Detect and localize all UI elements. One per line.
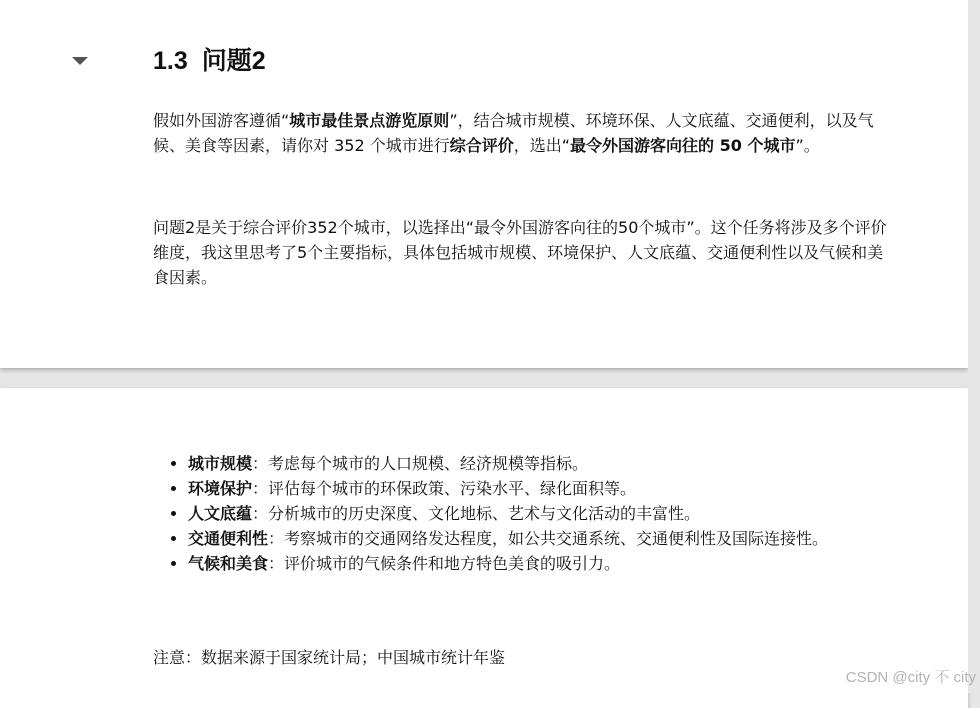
bold-text-run: 综合评价 — [450, 136, 514, 155]
indicator-term: 交通便利性 — [188, 529, 268, 548]
data-source-note: 注意：数据来源于国家统计局；中国城市统计年鉴 — [153, 645, 505, 670]
text-run: ”。 — [795, 136, 819, 155]
problem-statement-paragraph — [153, 108, 888, 158]
list-item — [188, 526, 888, 551]
list-item — [188, 476, 888, 501]
indicator-description: ：考虑每个城市的人口规模、经济规模等指标。 — [252, 454, 588, 473]
indicator-description: ：考察城市的交通网络发达程度，如公共交通系统、交通便利性及国际连接性。 — [268, 529, 828, 548]
text-run: ，选出“ — [514, 136, 570, 155]
indicator-description: ：评价城市的气候条件和地方特色美食的吸引力。 — [268, 554, 620, 573]
indicator-term: 城市规模 — [188, 454, 252, 473]
indicator-term: 气候和美食 — [188, 554, 268, 573]
indicator-list — [170, 451, 888, 576]
section-number: 1.3 — [153, 47, 188, 75]
section-heading — [153, 44, 266, 78]
analysis-paragraph: 问题2是关于综合评价352个城市，以选择出“最令外国游客向往的50个城市”。这个任务将涉及多个评价维度，我这里思考了5个主要指标，具体包括城市规模、环境保护、人文底蕴、交通便利性以及气候和美食因素。 — [153, 215, 888, 290]
csdn-watermark: CSDN @city 不 city — [846, 666, 976, 687]
bold-text-run: 最令外国游客向往的 50 个城市 — [570, 136, 795, 155]
section-title: 问题2 — [202, 47, 266, 75]
indicator-term: 人文底蕴 — [188, 504, 252, 523]
indicator-description: ：评估每个城市的环保政策、污染水平、绿化面积等。 — [252, 479, 636, 498]
bold-text-run: 城市最佳景点游览原则 — [289, 111, 449, 130]
list-item — [188, 551, 888, 576]
indicator-description: ：分析城市的历史深度、文化地标、艺术与文化活动的丰富性。 — [252, 504, 700, 523]
text-run: 假如外国游客遵循“ — [153, 111, 289, 130]
list-item — [188, 451, 888, 476]
scrollbar-track[interactable] — [968, 0, 980, 693]
text-run: ”，结合城市规模、环境环保、人文底蕴、交通便利，以及气候、美食等因素，请你对 352 个城市进行 — [153, 111, 874, 155]
list-item — [188, 501, 888, 526]
collapse-triangle-icon[interactable] — [72, 57, 88, 65]
indicator-term: 环境保护 — [188, 479, 252, 498]
